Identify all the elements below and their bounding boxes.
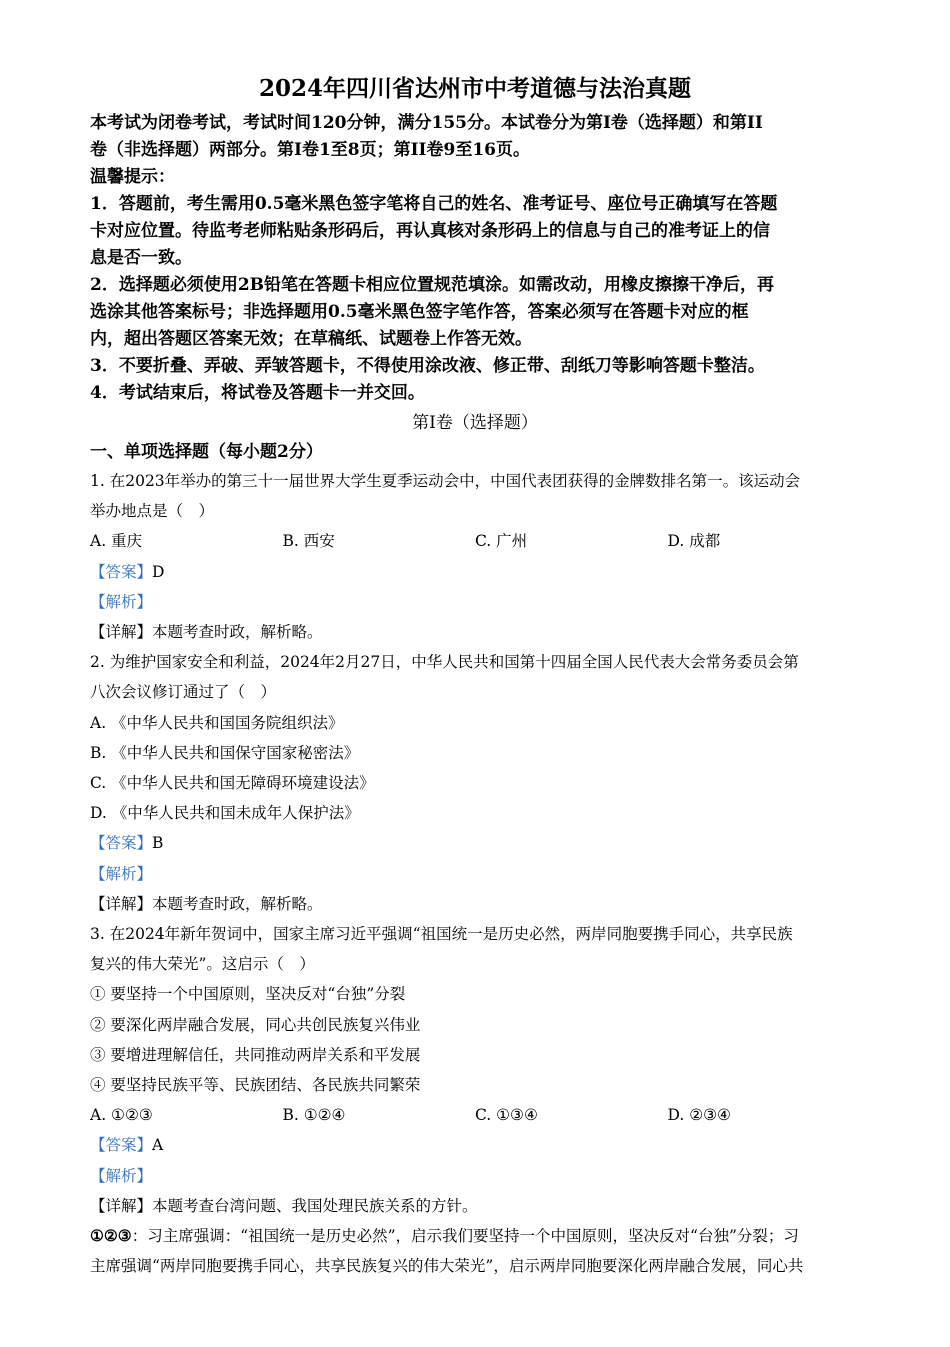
detail-label: 【详解】 (90, 623, 153, 642)
options-row (90, 1100, 860, 1130)
detail-label: 【详解】 (90, 1196, 153, 1215)
detail-text: 本题考查时政，解析略。 (152, 894, 323, 913)
intro-line: 卷（非选择题）两部分。第I卷1至8页；第II卷9至16页。 (90, 140, 530, 160)
intro-line: 本考试为闭卷考试，考试时间120分钟，满分155分。本试卷分为第I卷（选择题）和第II (90, 113, 763, 133)
answer-value: D (152, 562, 165, 581)
question-stem: 1. 在2023年举办的第三十一届世界大学生夏季运动会中，中国代表团获得的金牌数排名第一。该运动会 (90, 472, 801, 490)
analysis-line (90, 587, 860, 617)
option-a: A. 《中华人民共和国国务院组织法》 (90, 713, 344, 732)
detail-text: 本题考查台湾问题、我国处理民族关系的方针。 (152, 1196, 478, 1215)
question-1 (90, 466, 860, 647)
analysis-line (90, 859, 860, 889)
analysis-label: 【解析】 (90, 1166, 153, 1185)
option-a: A. 重庆 (90, 532, 143, 551)
tip-line: 息是否一致。 (90, 248, 192, 268)
detail-line (90, 617, 860, 647)
option-d: D. 成都 (667, 532, 721, 551)
answer-line (90, 557, 860, 587)
option-c: C. 《中华人民共和国无障碍环境建设法》 (90, 774, 375, 793)
question-3 (90, 919, 860, 1281)
explanation-line (90, 1221, 860, 1251)
option-b: B. ①②④ (282, 1106, 346, 1125)
statement-1: ① 要坚持一个中国原则，坚决反对“台独”分裂 (90, 985, 406, 1004)
question-stem: 复兴的伟大荣光”。这启示（ ） (90, 955, 315, 974)
option-c: C. ①③④ (475, 1106, 538, 1125)
explanation-text: ：习主席强调：“祖国统一是历史必然”，启示我们要坚持一个中国原则，坚决反对“台独”分裂；习 (131, 1227, 799, 1246)
answer-label: 【答案】 (90, 1136, 153, 1155)
answer-value: B (152, 834, 164, 853)
tip-line: 1．答题前，考生需用0.5毫米黑色签字笔将自己的姓名、准考证号、座位号正确填写在答题 (90, 194, 778, 214)
question-2 (90, 647, 860, 919)
detail-line (90, 889, 860, 919)
detail-text: 本题考查时政，解析略。 (152, 623, 323, 642)
options-row (90, 526, 860, 556)
tip-line: 2．选择题必须使用2B铅笔在答题卡相应位置规范填涂。如需改动，用橡皮擦擦干净后，再 (90, 275, 775, 295)
page-title: 2024年四川省达州市中考道德与法治真题 (258, 75, 691, 102)
tips-title: 温馨提示： (90, 167, 175, 187)
answer-value: A (152, 1136, 164, 1155)
question-stem: 2. 为维护国家安全和利益，2024年2月27日，中华人民共和国第十四届全国人民代表大会常务委员会第 (90, 653, 799, 672)
answer-line (90, 1130, 860, 1160)
tip-line: 选涂其他答案标号；非选择题用0.5毫米黑色签字笔作答，答案必须写在答题卡对应的框 (90, 302, 749, 322)
detail-line (90, 1191, 860, 1221)
detail-label: 【详解】 (90, 894, 153, 913)
analysis-label: 【解析】 (90, 592, 153, 611)
tip-line: 3．不要折叠、弄破、弄皱答题卡，不得使用涂改液、修正带、刮纸刀等影响答题卡整洁。 (90, 356, 765, 376)
option-b: B. 《中华人民共和国保守国家秘密法》 (90, 743, 360, 762)
tip-line: 内，超出答题区答案无效；在草稿纸、试题卷上作答无效。 (90, 329, 532, 349)
statement-4: ④ 要坚持民族平等、民族团结、各民族共同繁荣 (90, 1076, 421, 1095)
option-b: B. 西安 (282, 532, 335, 551)
explanation-line: 主席强调“两岸同胞要携手同心，共享民族复兴的伟大荣光”，启示两岸同胞要深化两岸融合发展，同心共 (90, 1257, 804, 1276)
statement-2: ② 要深化两岸融合发展，同心共创民族复兴伟业 (90, 1015, 421, 1034)
explanation-numbers: ①②③ (90, 1226, 132, 1246)
volume-heading: 第Ⅰ卷（选择题） (412, 413, 538, 433)
analysis-line (90, 1161, 860, 1191)
analysis-label: 【解析】 (90, 864, 153, 883)
exam-tips (90, 164, 860, 407)
option-d: D. 《中华人民共和国未成年人保护法》 (90, 804, 360, 823)
exam-intro (90, 110, 860, 164)
answer-line (90, 828, 860, 858)
option-c: C. 广州 (475, 532, 528, 551)
option-a: A. ①②③ (90, 1106, 153, 1125)
answer-label: 【答案】 (90, 562, 153, 581)
question-stem: 3. 在2024年新年贺词中，国家主席习近平强调“祖国统一是历史必然，两岸同胞要携手同心，共享民族 (90, 925, 793, 944)
answer-label: 【答案】 (90, 834, 153, 853)
tip-line: 卡对应位置。待监考老师粘贴条形码后，再认真核对条形码上的信息与自己的准考证上的信 (90, 221, 770, 241)
section-heading: 一、单项选择题（每小题2分） (90, 442, 323, 462)
tip-line: 4．考试结束后，将试卷及答题卡一并交回。 (90, 383, 425, 403)
question-stem: 八次会议修订通过了（ ） (90, 683, 277, 702)
statement-3: ③ 要增进理解信任，共同推动两岸关系和平发展 (90, 1045, 421, 1064)
question-stem: 举办地点是（ ） (90, 502, 215, 521)
option-d: D. ②③④ (667, 1106, 731, 1125)
